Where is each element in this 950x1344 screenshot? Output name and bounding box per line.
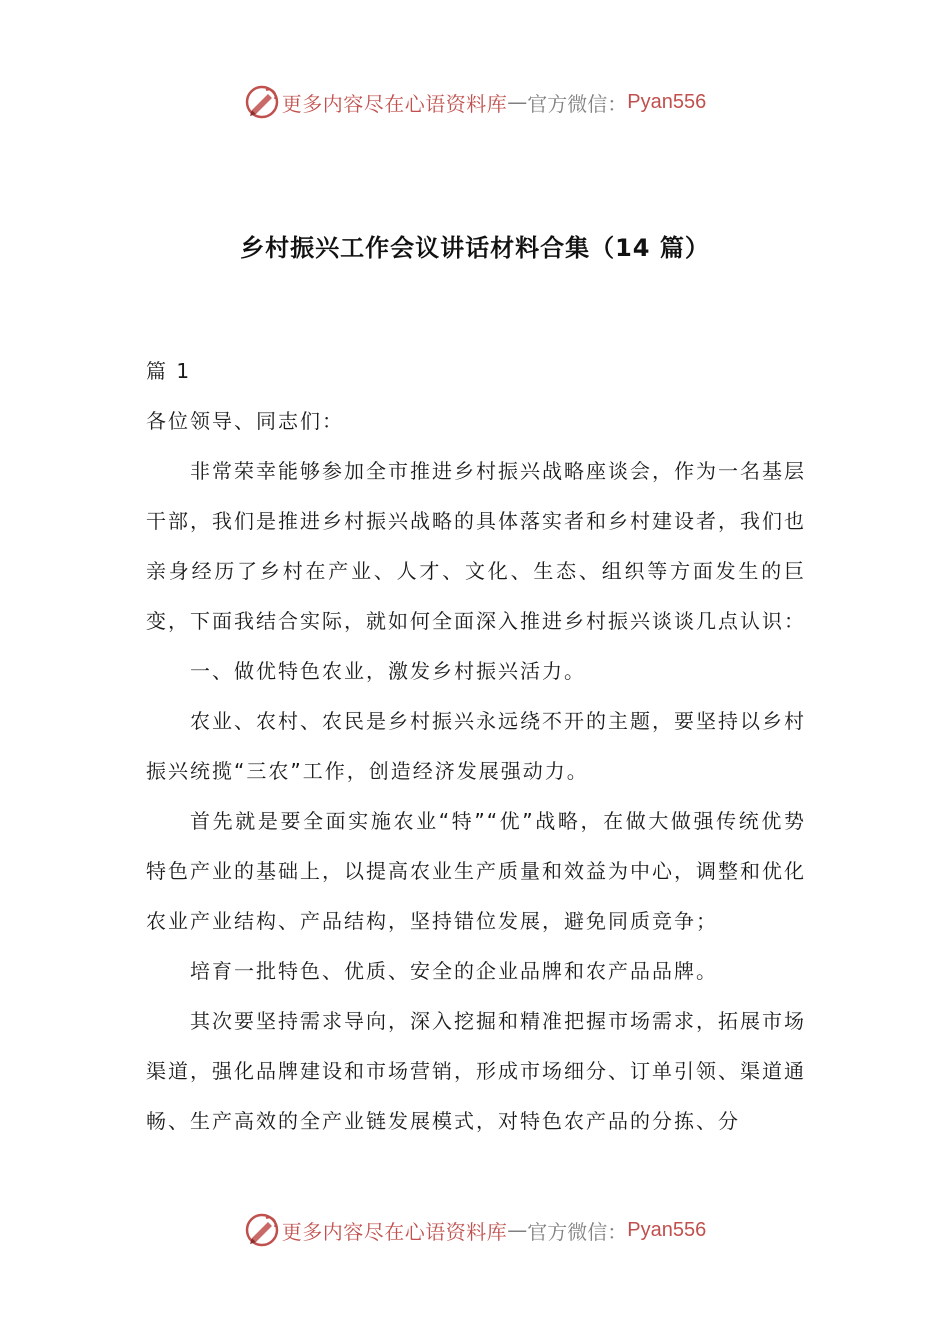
pen-logo-icon — [244, 1212, 280, 1248]
banner-main-text: 更多内容尽在心语资料库 — [281, 91, 508, 116]
paragraph: 非常荣幸能够参加全市推进乡村振兴战略座谈会，作为一名基层干部，我们是推进乡村振兴战略的具体落实者和乡村建设者，我们也亲身经历了乡村在产业、人才、文化、生态、组织等方面发生的巨变，下面我结合实际，就如何全面深入推进乡村振兴谈谈几点认识： — [146, 459, 806, 633]
banner-main-text: 更多内容尽在心语资料库 — [281, 1219, 508, 1244]
paragraph: 其次要坚持需求导向，深入挖掘和精准把握市场需求，拓展市场渠道，强化品牌建设和市场营销，形成市场细分、订单引领、渠道通畅、生产高效的全产业链发展模式，对特色农产品的分拣、分 — [146, 1009, 806, 1133]
banner-separator: — — [507, 1218, 528, 1242]
banner-wechat-id: Pyan556 — [627, 1218, 707, 1241]
paragraph: 农业、农村、农民是乡村振兴永远绕不开的主题，要坚持以乡村振兴统揽“三农”工作，创造经济发展强动力。 — [146, 709, 806, 783]
salutation: 各位领导、同志们： — [146, 409, 344, 433]
pen-logo-icon — [244, 84, 280, 120]
paragraph: 培育一批特色、优质、安全的企业品牌和农产品品牌。 — [190, 959, 718, 983]
document-body — [146, 346, 806, 1146]
footer-banner — [0, 1210, 950, 1250]
header-banner — [0, 82, 950, 122]
banner-wechat-id: Pyan556 — [627, 90, 707, 113]
section-heading: 一、做优特色农业，激发乡村振兴活力。 — [190, 659, 586, 683]
banner-wechat-label: 官方微信： — [527, 91, 628, 116]
banner-separator: — — [507, 90, 528, 114]
paragraph: 首先就是要全面实施农业“特”“优”战略，在做大做强传统优势特色产业的基础上，以提高农业生产质量和效益为中心，调整和优化农业产业结构、产品结构，坚持错位发展，避免同质竞争； — [146, 809, 806, 933]
banner-wechat-label: 官方微信： — [527, 1219, 628, 1244]
section-label: 篇 1 — [146, 359, 192, 383]
document-title: 乡村振兴工作会议讲话材料合集（14 篇） — [240, 234, 710, 262]
